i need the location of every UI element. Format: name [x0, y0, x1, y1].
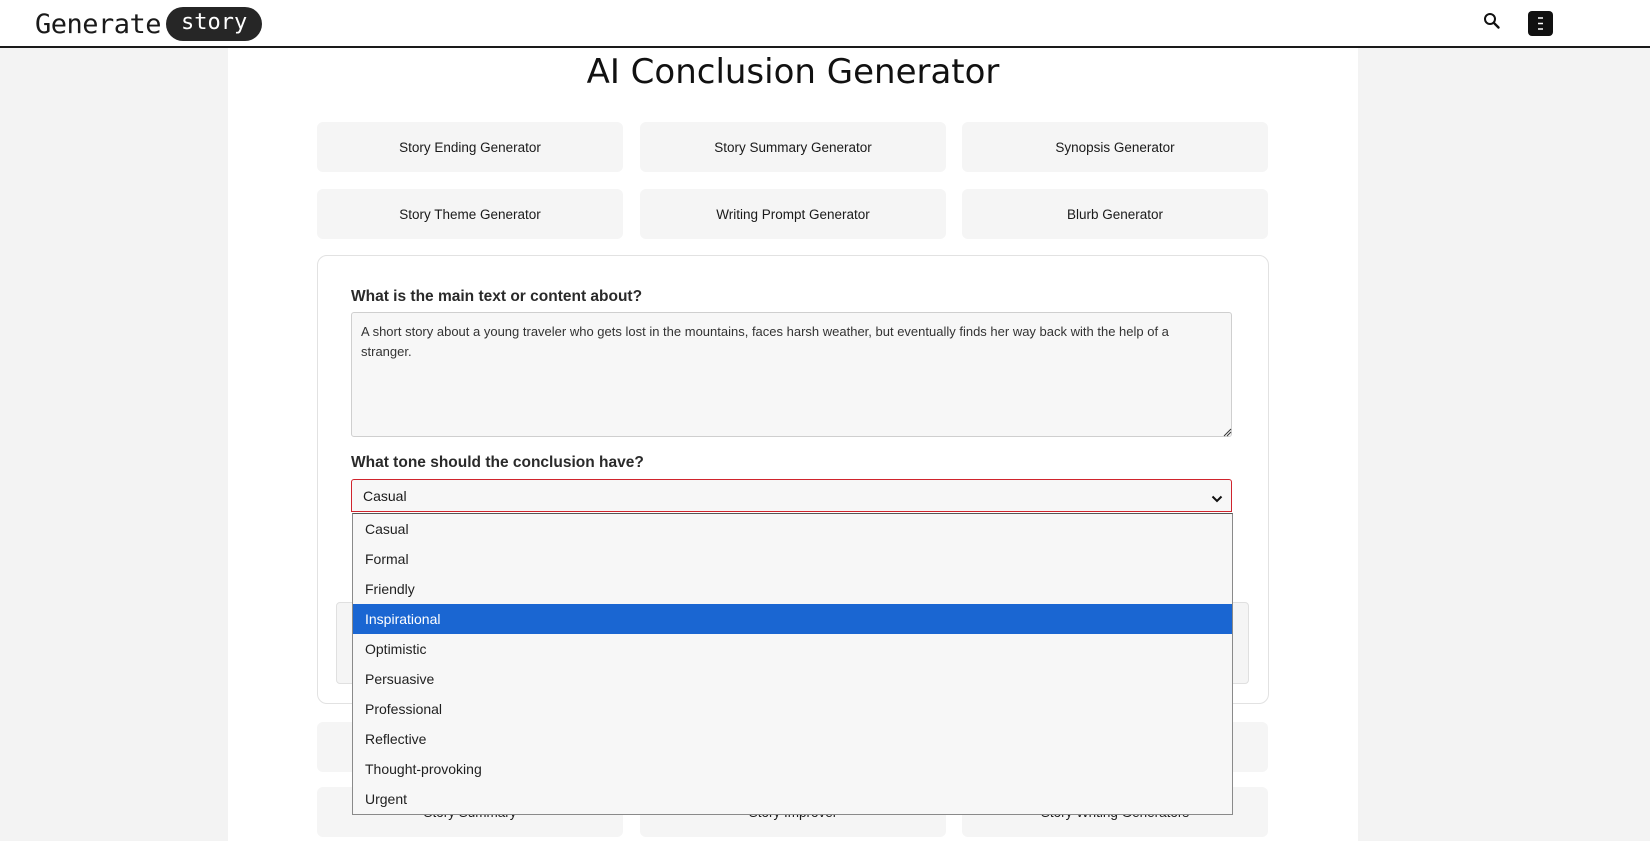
- tool-link-story-summary[interactable]: Story Summary Generator: [640, 122, 946, 172]
- tone-option-friendly[interactable]: Friendly: [365, 581, 415, 597]
- tone-select[interactable]: [351, 479, 1232, 512]
- tone-option-persuasive[interactable]: Persuasive: [365, 671, 435, 687]
- tone-option-professional[interactable]: Professional: [365, 701, 443, 717]
- tool-link-writing-prompt[interactable]: Writing Prompt Generator: [640, 189, 946, 239]
- resize-grip-icon[interactable]: [1222, 424, 1232, 442]
- content-question-label: What is the main text or content about?: [351, 288, 643, 305]
- content-textarea[interactable]: [351, 312, 1232, 437]
- tone-option-formal[interactable]: Formal: [365, 551, 409, 567]
- tool-link-synopsis[interactable]: Synopsis Generator: [962, 122, 1268, 172]
- site-logo[interactable]: [35, 7, 262, 41]
- tone-question-label: What tone should the conclusion have?: [351, 454, 644, 471]
- tone-option-reflective[interactable]: Reflective: [365, 731, 427, 747]
- tone-selected-value: Casual: [363, 487, 407, 504]
- site-header: [0, 0, 1650, 48]
- menu-icon[interactable]: [1528, 11, 1553, 36]
- tool-link-blurb[interactable]: Blurb Generator: [962, 189, 1268, 239]
- tone-option-urgent[interactable]: Urgent: [365, 791, 408, 807]
- tone-option-casual[interactable]: Casual: [365, 521, 409, 537]
- tone-option-inspirational[interactable]: Inspirational: [353, 604, 1232, 634]
- page-title: AI Conclusion Generator: [586, 52, 1000, 92]
- tone-option-optimistic[interactable]: Optimistic: [365, 641, 427, 657]
- tone-option-thought-provoking[interactable]: Thought-provoking: [365, 761, 482, 777]
- tool-link-story-ending[interactable]: Story Ending Generator: [317, 122, 623, 172]
- tool-link-story-theme[interactable]: Story Theme Generator: [317, 189, 623, 239]
- logo-word: Generate: [35, 8, 162, 40]
- logo-pill: story: [166, 7, 262, 41]
- chevron-down-icon: [1211, 491, 1223, 507]
- search-icon[interactable]: [1483, 12, 1503, 32]
- tone-options-list: [352, 513, 1233, 815]
